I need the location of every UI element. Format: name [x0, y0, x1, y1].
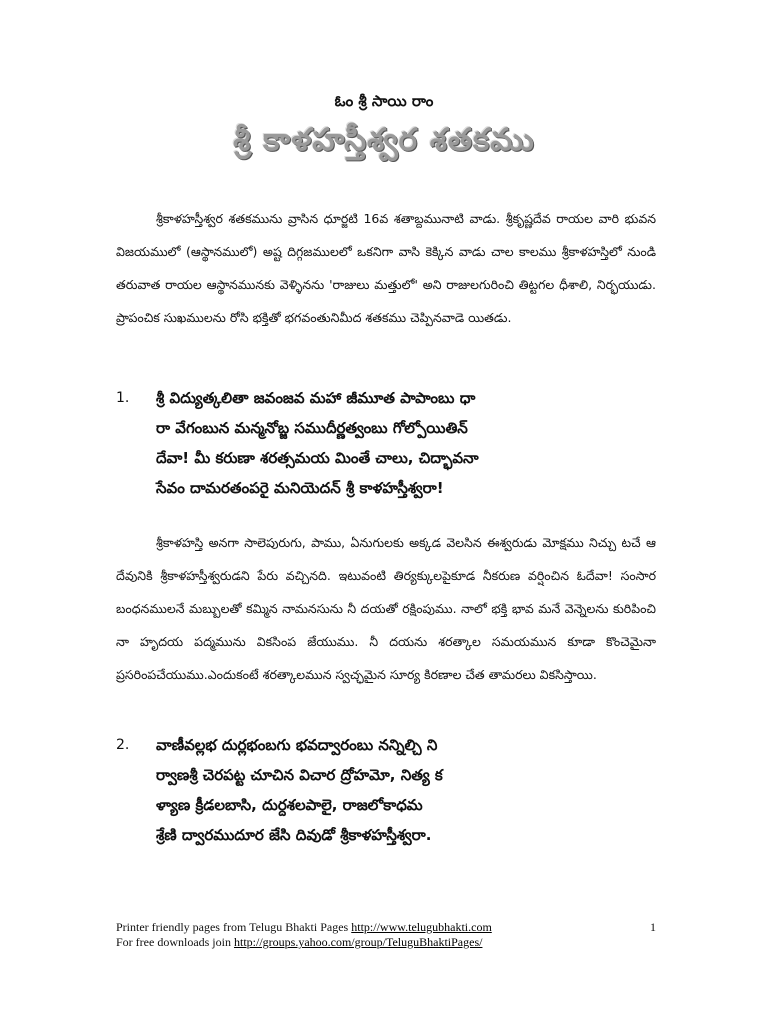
page-number: 1 — [650, 920, 656, 934]
footer-text: For free downloads join — [116, 935, 234, 949]
verse-line: ళ్యాణ క్రీడలబాసి, దుర్దశలపాలై, రాజలోకాధమ — [156, 796, 423, 814]
intro-line: తిట్టగల ధీశాలి, నిర్భయుడు. ప్రాపంచిక సుఖములను రోసి భక్తితో భగవంతునిమీద శతకము చెప్పినవాడె — [116, 277, 656, 325]
verse-number: 1. — [116, 390, 130, 406]
explanation-line: టచే ఆ దేవునికి శ్రీకాళహస్తీశ్వరుడని పేరు వచ్చినది. ఇటువంటి తిర్యక్కులపైకూడ నీకరుణ వర్షించిన — [116, 535, 656, 583]
page-footer — [116, 920, 656, 950]
verse-lines — [156, 730, 676, 850]
explanation-line: కిరణాల చేత తామరలు వికసిస్తాయి. — [424, 667, 597, 682]
footer-line-2 — [116, 935, 656, 950]
intro-line: శ్రీకాళహస్తిలో నుండి తరువాత రాయల ఆస్థానమునకు వెళ్ళినను 'రాజులు మత్తులో' అని రాజులగురించి — [116, 244, 656, 292]
intro-line: భువన విజయములో (ఆస్థానములో) అష్ట దిగ్గజములలో ఒకనిగా వాసి కెక్కిన వాడు చాల కాలము — [116, 211, 656, 259]
verse-line: దేవా! మీ కరుణా శరత్సమయ మింతే చాలు, చిద్భావనా — [156, 449, 479, 467]
intro-line: యితడు. — [468, 310, 512, 325]
verse-line: శ్రేణి ద్వారముదూర జేసి దివుడో శ్రీకాళహస్తీశ్వరా. — [156, 826, 432, 844]
verse-number: 2. — [116, 737, 130, 753]
footer-text: Printer friendly pages from Telugu Bhakti Pages — [116, 920, 352, 934]
verse-line: రా వేగంబున మన్మనోబ్జ సముదీర్ణత్వంబు గోల్పోయితిన్ — [156, 419, 468, 437]
yahoo-group-link[interactable]: http://groups.yahoo.com/group/TeluguBhaktiPages/ — [233, 935, 483, 949]
explanation-line: భావ మనే వెన్నెలను కురిపించి నా హృదయ పద్మమును వికసింప జేయుము. నీ దయను శరత్కాల — [116, 601, 657, 649]
verse-line: వాణీవల్లభ దుర్లభంబగు భవద్వారంబు నన్నిల్చి ని — [156, 736, 438, 754]
page-title: శ్రీ కాళహస్తీశ్వర శతకము — [233, 122, 535, 158]
intro-line: శ్రీకాళహస్తీశ్వర శతకమును వ్రాసిన ధూర్జటి 16వ శతాబ్దమునాటి వాడు. శ్రీకృష్ణదేవ రాయల వారి — [156, 211, 620, 226]
explanation-paragraph — [116, 526, 656, 691]
explanation-line: శ్రీకాళహస్తి అనగా సాలెపురుగు, పాము, ఏనుగులకు అక్కడ వెలసిన ఈశ్వరుడు మోక్షము నిచ్చు — [156, 535, 617, 550]
footer-line-1 — [116, 920, 656, 935]
verse-line: శ్రీ విద్యుత్కలితా జవంజవ మహా జీమూత పాపాంబు ధా — [156, 389, 476, 407]
explanation-line: ఓదేవా! సంసార బంధనములనే మబ్బులతో కమ్మిన నామనసును నీ దయతో రక్షింపుము. నాలో భక్తి — [116, 568, 656, 616]
page-header: ఓం శ్రీ సాయి రాం — [334, 92, 434, 110]
verse-line: ర్వాణశ్రీ చెరపట్ట చూచిన విచార ద్రోహమో, నిత్య క — [156, 766, 443, 784]
verse-lines — [156, 383, 676, 503]
website-link[interactable]: http://www.telugubhakti.com — [351, 920, 492, 934]
verse-line: సేవం దామరతంపరై మనియెదన్ శ్రీ కాళహస్తీశ్వరా! — [156, 479, 444, 497]
intro-paragraph — [116, 202, 656, 334]
explanation-line: సమయమున కూడా కొంచెమైనా ప్రసరింపచేయుము.ఎందుకంటే శరత్కాలమున స్వచ్ఛమైన సూర్య — [116, 634, 656, 682]
